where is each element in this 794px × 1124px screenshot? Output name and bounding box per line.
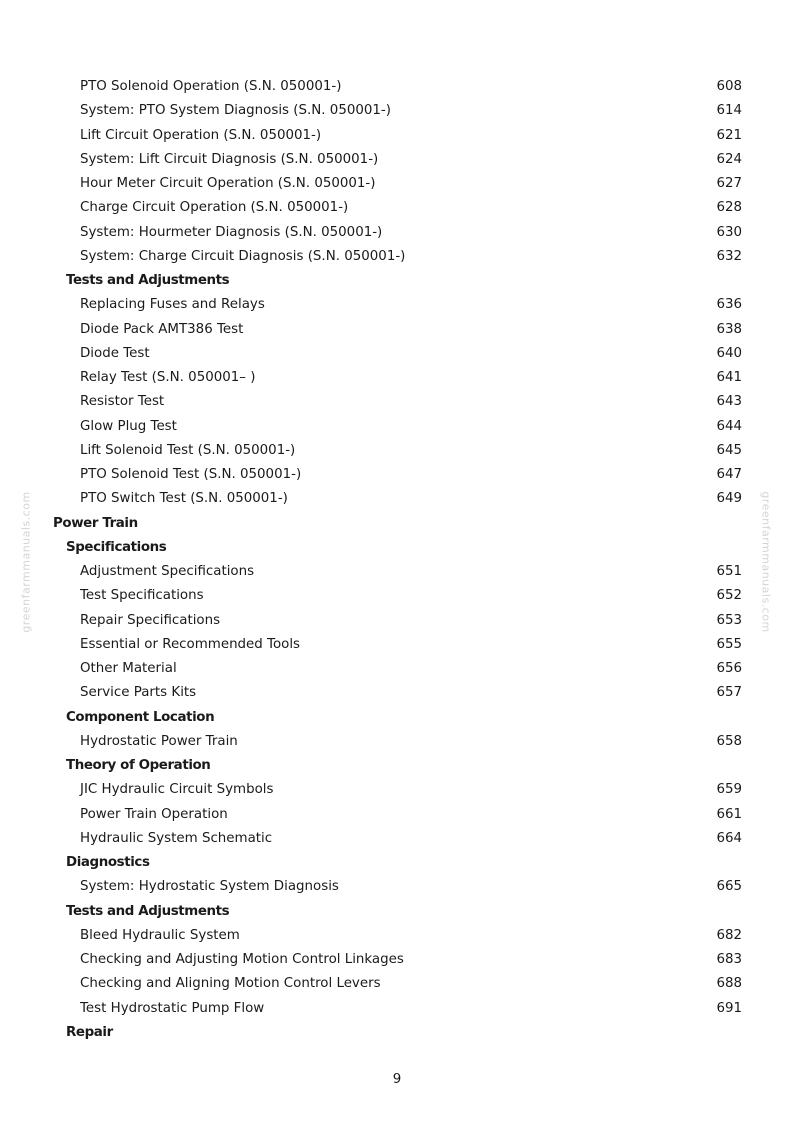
toc-entry-page-number: 608 bbox=[716, 79, 742, 94]
toc-entry bbox=[0, 948, 794, 972]
toc-entry-page-number: 664 bbox=[716, 830, 742, 846]
toc-section-heading bbox=[0, 269, 794, 293]
toc-entry-label: System: Hydrostatic System Diagnosis bbox=[80, 879, 339, 895]
toc-entry bbox=[0, 778, 794, 802]
toc-entry bbox=[0, 99, 794, 123]
toc-entry-label: PTO Solenoid Test (S.N. 050001-) bbox=[80, 467, 302, 482]
toc-entry bbox=[0, 390, 794, 414]
toc-entry-label: JIC Hydraulic Circuit Symbols bbox=[80, 782, 274, 798]
toc-entry-page-number: 644 bbox=[716, 418, 742, 434]
toc-entry bbox=[0, 318, 794, 342]
toc-entry-label: Hour Meter Circuit Operation (S.N. 050001-) bbox=[80, 176, 376, 191]
toc-entry bbox=[0, 730, 794, 754]
toc-entry-label: Lift Solenoid Test (S.N. 050001-) bbox=[80, 442, 296, 458]
toc-entry bbox=[0, 124, 794, 148]
toc-entry-label: Charge Circuit Operation (S.N. 050001-) bbox=[80, 200, 349, 216]
toc-entry-label: Lift Circuit Operation (S.N. 050001-) bbox=[80, 127, 322, 143]
toc-entry-page-number: 683 bbox=[716, 952, 742, 967]
toc-entry bbox=[0, 657, 794, 681]
toc-entry-label: Checking and Adjusting Motion Control Linkages bbox=[80, 952, 404, 967]
toc-entry bbox=[0, 827, 794, 851]
toc-entry-label: Repair Specifications bbox=[80, 612, 221, 628]
toc-entry-page-number: 659 bbox=[716, 782, 742, 798]
toc-section-heading bbox=[0, 706, 794, 730]
toc-entry-page-number: 640 bbox=[716, 345, 742, 361]
toc-entry-page-number: 647 bbox=[716, 467, 742, 482]
toc-entry-label: Hydraulic System Schematic bbox=[80, 830, 273, 846]
toc-entry-page-number: 638 bbox=[716, 321, 742, 337]
toc-entry-page-number: 649 bbox=[716, 491, 742, 507]
toc-section-heading bbox=[0, 754, 794, 778]
toc-entry-page-number: 653 bbox=[716, 612, 742, 628]
toc-entry-label: Tests and Adjustments bbox=[66, 903, 230, 919]
toc-entry bbox=[0, 148, 794, 172]
toc-entry bbox=[0, 75, 794, 99]
toc-entry bbox=[0, 560, 794, 584]
toc-entry-page-number: 661 bbox=[716, 806, 742, 822]
toc-entry bbox=[0, 172, 794, 196]
toc-entry-label: Power Train bbox=[53, 515, 138, 531]
toc-entry bbox=[0, 803, 794, 827]
toc-entry-page-number: 665 bbox=[716, 879, 742, 895]
toc-section-heading bbox=[0, 536, 794, 560]
toc-entry bbox=[0, 245, 794, 269]
watermark-left: greenfarmmanuals.com bbox=[19, 491, 33, 633]
toc-entry-label: Test Specifications bbox=[80, 588, 204, 604]
toc-section-heading bbox=[0, 512, 794, 536]
toc-entry bbox=[0, 196, 794, 220]
toc-entry bbox=[0, 584, 794, 608]
toc-entry-page-number: 656 bbox=[716, 661, 742, 676]
toc-entry-label: System: PTO System Diagnosis (S.N. 050001-) bbox=[80, 103, 391, 119]
toc-entry-page-number: 632 bbox=[716, 248, 742, 264]
toc-entry-label: Component Location bbox=[66, 709, 215, 725]
toc-entry-page-number: 688 bbox=[716, 976, 742, 992]
toc-entry-page-number: 682 bbox=[716, 927, 742, 943]
toc-entry-label: Other Material bbox=[80, 661, 177, 676]
toc-entry-label: System: Lift Circuit Diagnosis (S.N. 050001-) bbox=[80, 151, 379, 167]
toc-entry-label: Diode Test bbox=[80, 345, 150, 361]
toc-entry-label: Replacing Fuses and Relays bbox=[80, 297, 265, 313]
toc-entry-label: Specifications bbox=[66, 539, 167, 555]
toc-section-heading bbox=[0, 851, 794, 875]
toc-entry bbox=[0, 366, 794, 390]
toc-entry bbox=[0, 609, 794, 633]
toc-entry-label: Adjustment Specifications bbox=[80, 564, 255, 579]
toc-entry-page-number: 651 bbox=[716, 564, 742, 579]
toc-entry-label: System: Charge Circuit Diagnosis (S.N. 050001-) bbox=[80, 248, 406, 264]
toc-entry bbox=[0, 924, 794, 948]
toc-entry-label: Glow Plug Test bbox=[80, 418, 177, 434]
toc-entry-page-number: 643 bbox=[716, 394, 742, 410]
toc-entry bbox=[0, 342, 794, 366]
toc-entry-label: Diagnostics bbox=[66, 855, 150, 870]
toc-entry-label: Test Hydrostatic Pump Flow bbox=[80, 1000, 265, 1016]
toc-entry-label: Repair bbox=[66, 1024, 113, 1040]
toc-entry-label: Relay Test (S.N. 050001– ) bbox=[80, 370, 256, 385]
toc-entry-label: Theory of Operation bbox=[66, 758, 211, 773]
toc-entry bbox=[0, 487, 794, 511]
toc-entry-label: Checking and Aligning Motion Control Levers bbox=[80, 976, 381, 992]
toc-entry-label: Resistor Test bbox=[80, 394, 165, 410]
toc-entry bbox=[0, 997, 794, 1021]
toc-entry-label: PTO Switch Test (S.N. 050001-) bbox=[80, 491, 288, 507]
toc-entry bbox=[0, 221, 794, 245]
toc-entry-page-number: 645 bbox=[716, 442, 742, 458]
toc-entry-page-number: 657 bbox=[716, 685, 742, 701]
toc-entry-page-number: 636 bbox=[716, 297, 742, 313]
toc-entry-label: Power Train Operation bbox=[80, 806, 228, 822]
toc-entry-page-number: 691 bbox=[716, 1000, 742, 1016]
toc-entry-label: System: Hourmeter Diagnosis (S.N. 050001-) bbox=[80, 224, 383, 240]
toc-entry-label: Diode Pack AMT386 Test bbox=[80, 321, 244, 337]
watermark-right: greenfarmmanuals.com bbox=[759, 491, 773, 633]
toc-entry bbox=[0, 293, 794, 317]
toc-section-heading bbox=[0, 1021, 794, 1045]
toc-entry-label: Service Parts Kits bbox=[80, 685, 197, 701]
toc-entry-label: Tests and Adjustments bbox=[66, 273, 230, 288]
toc-section-heading bbox=[0, 900, 794, 924]
toc-entry-page-number: 655 bbox=[716, 636, 742, 652]
toc-entry-page-number: 624 bbox=[716, 151, 742, 167]
toc-entry-label: Bleed Hydraulic System bbox=[80, 927, 240, 943]
toc-entry-label: PTO Solenoid Operation (S.N. 050001-) bbox=[80, 79, 342, 94]
toc-entry-page-number: 628 bbox=[716, 200, 742, 216]
toc-entry bbox=[0, 875, 794, 899]
toc-entry-page-number: 658 bbox=[716, 733, 742, 749]
toc-entry bbox=[0, 681, 794, 705]
toc-entry bbox=[0, 972, 794, 996]
toc-entry-page-number: 614 bbox=[716, 103, 742, 119]
toc-entry-label: Essential or Recommended Tools bbox=[80, 636, 301, 652]
page-number: 9 bbox=[392, 1072, 402, 1087]
table-of-contents bbox=[0, 75, 794, 1045]
toc-entry bbox=[0, 633, 794, 657]
toc-entry-page-number: 621 bbox=[716, 127, 742, 143]
toc-entry-page-number: 652 bbox=[716, 588, 742, 604]
toc-entry bbox=[0, 463, 794, 487]
toc-entry-page-number: 627 bbox=[716, 176, 742, 191]
toc-entry bbox=[0, 415, 794, 439]
toc-entry-page-number: 641 bbox=[716, 370, 742, 385]
toc-entry-label: Hydrostatic Power Train bbox=[80, 733, 238, 749]
toc-entry-page-number: 630 bbox=[716, 224, 742, 240]
toc-entry bbox=[0, 439, 794, 463]
